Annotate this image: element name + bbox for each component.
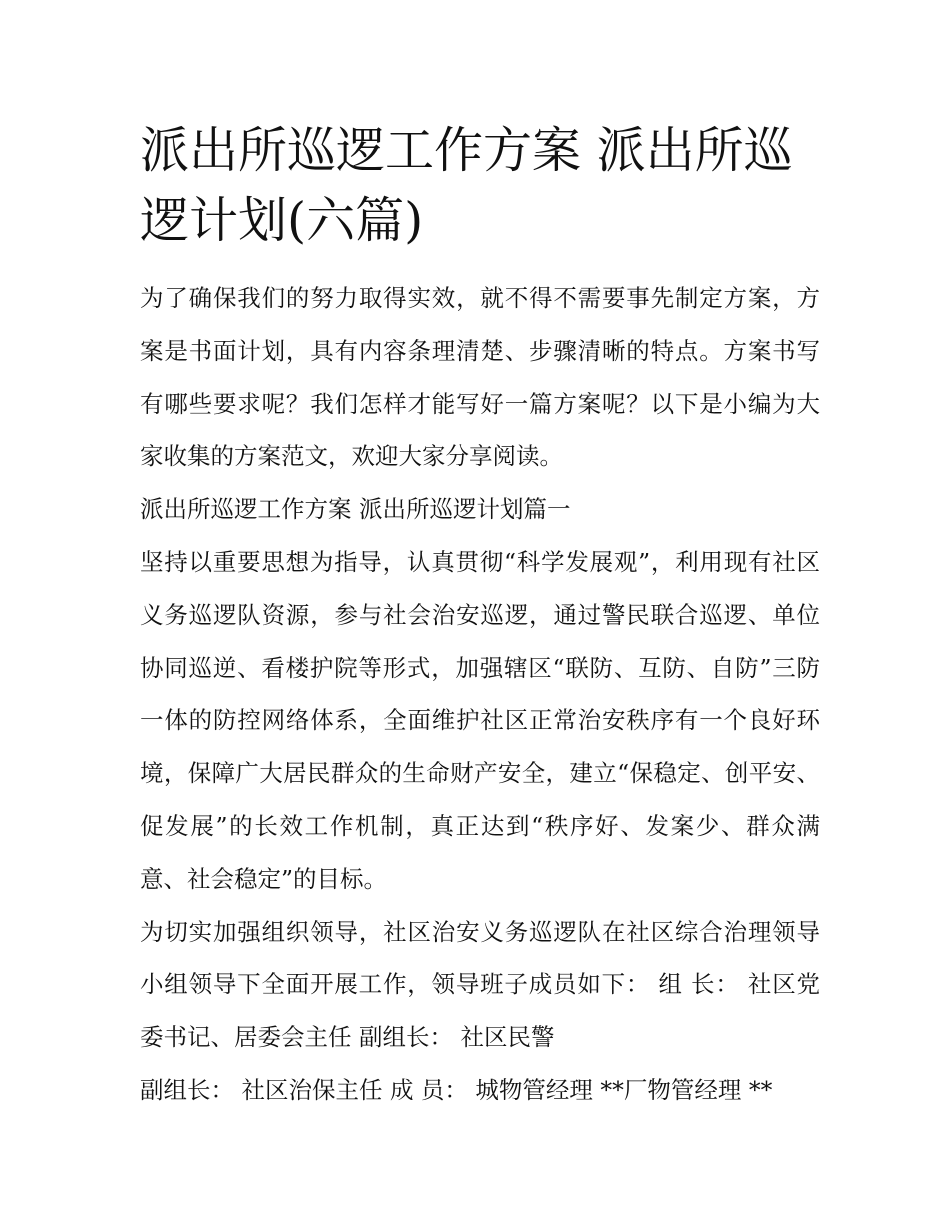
body-line-3: 副组长： 社区治保主任 成 员： 城物管经理 **厂物管经理 ** [140, 1075, 773, 1104]
document-title: 派出所巡逻工作方案 派出所巡逻计划(六篇) [140, 122, 793, 249]
body-paragraph-1: 坚持以重要思想为指导，认真贯彻“科学发展观”，利用现有社区义务巡逻队资源，参与社会治安巡逻，通过警民联合巡逻、单位协同巡逆、看楼护院等形式，加强辖区“联防、互防、自防”三防一体的防控网络体系，全面维护社区正常治安秩序有一个良好环境，保障广大居民群众的生命财产安全，建立“保稳定、创平安、促发展”的长效工作机制，真正达到“秩序好、发案少、群众满意、社会稳定”的目标。 [140, 547, 820, 893]
section-heading: 派出所巡逻工作方案 派出所巡逻计划篇一 [140, 495, 571, 524]
document-body [140, 272, 820, 1117]
intro-paragraph: 为了确保我们的努力取得实效，就不得不需要事先制定方案，方案是书面计划，具有内容条理清楚、步骤清晰的特点。方案书写有哪些要求呢？我们怎样才能写好一篇方案呢？以下是小编为大家收集的方案范文，欢迎大家分享阅读。 [140, 284, 820, 471]
body-paragraph-2: 为切实加强组织领导，社区治安义务巡逻队在社区综合治理领导小组领导下全面开展工作，领导班子成员如下： 组 长： 社区党委书记、居委会主任 副组长： 社区民警 [140, 917, 820, 1052]
